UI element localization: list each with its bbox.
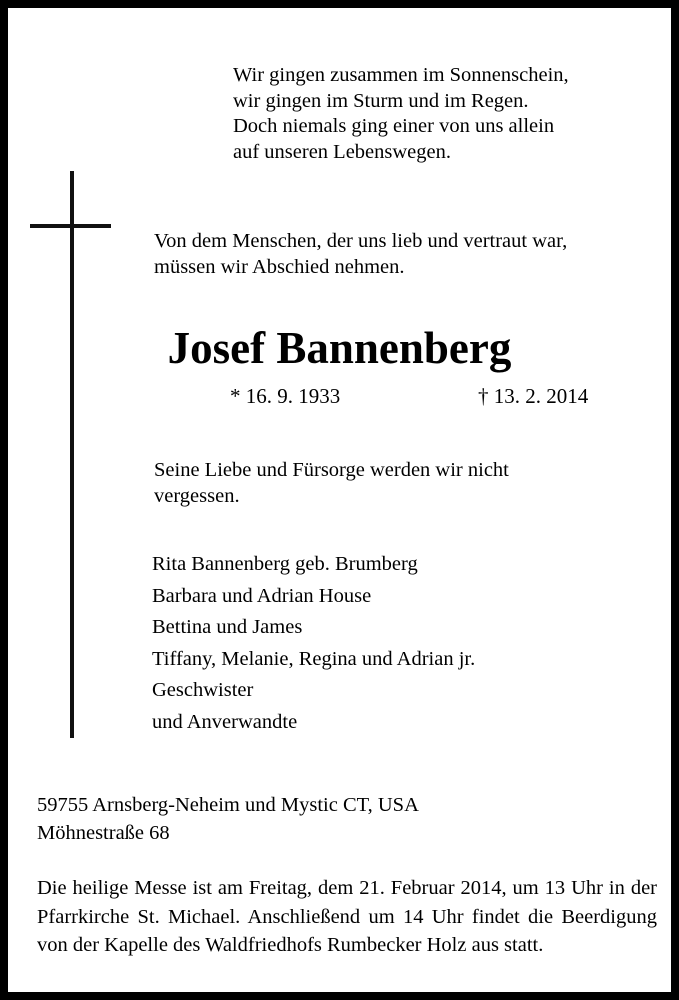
birth-date-value: 16. 9. 1933 [245, 384, 341, 408]
list-item: Tiffany, Melanie, Regina und Adrian jr. [152, 647, 476, 670]
birth-date [230, 383, 340, 409]
memorial-poem-line: wir gingen im Sturm und im Regen. [233, 89, 529, 112]
memorial-poem-line: Wir gingen zusammen im Sonnenschein, [233, 64, 569, 86]
memorial-poem-line: auf unseren Lebenswegen. [233, 140, 452, 163]
list-item: Barbara und Adrian House [152, 584, 372, 607]
death-date [478, 383, 588, 409]
death-date-value: 13. 2. 2014 [493, 384, 589, 408]
cross-icon-horizontal-stroke [30, 224, 111, 228]
list-item: Bettina und James [152, 616, 303, 638]
death-cross-icon: † [478, 384, 489, 408]
deceased-name: Josef Bannenberg [167, 323, 512, 373]
farewell-message-line: Von dem Menschen, der uns lieb und vertraut war, [154, 230, 568, 252]
address-line: Möhnestraße 68 [37, 822, 170, 844]
list-item: Geschwister [152, 679, 254, 701]
memorial-poem [233, 63, 569, 165]
address-line: 59755 Arnsberg-Neheim und Mystic CT, USA [37, 794, 419, 816]
list-item: Rita Bannenberg geb. Brumberg [152, 553, 418, 575]
funeral-service-details: Die heilige Messe ist am Freitag, dem 21. Februar 2014, um 13 Uhr in der Pfarrkirche St. Michael. Anschließend um 14 Uhr findet die Beerdigung von der Kapelle des Waldfriedhofs Rumbecker Holz aus statt. [37, 877, 657, 956]
farewell-message-line: müssen wir Abschied nehmen. [154, 256, 405, 278]
farewell-message [154, 228, 567, 280]
remembrance-message [154, 457, 509, 509]
address-block [37, 791, 419, 847]
remembrance-message-line: vergessen. [154, 485, 240, 507]
survivors-list [152, 549, 475, 738]
remembrance-message-line: Seine Liebe und Fürsorge werden wir nicht [154, 459, 509, 481]
list-item: und Anverwandte [152, 710, 298, 733]
cross-icon-vertical-stroke [70, 171, 74, 738]
birth-symbol-icon: * [230, 384, 241, 408]
memorial-poem-line: Doch niemals ging einer von uns allein [233, 115, 555, 137]
